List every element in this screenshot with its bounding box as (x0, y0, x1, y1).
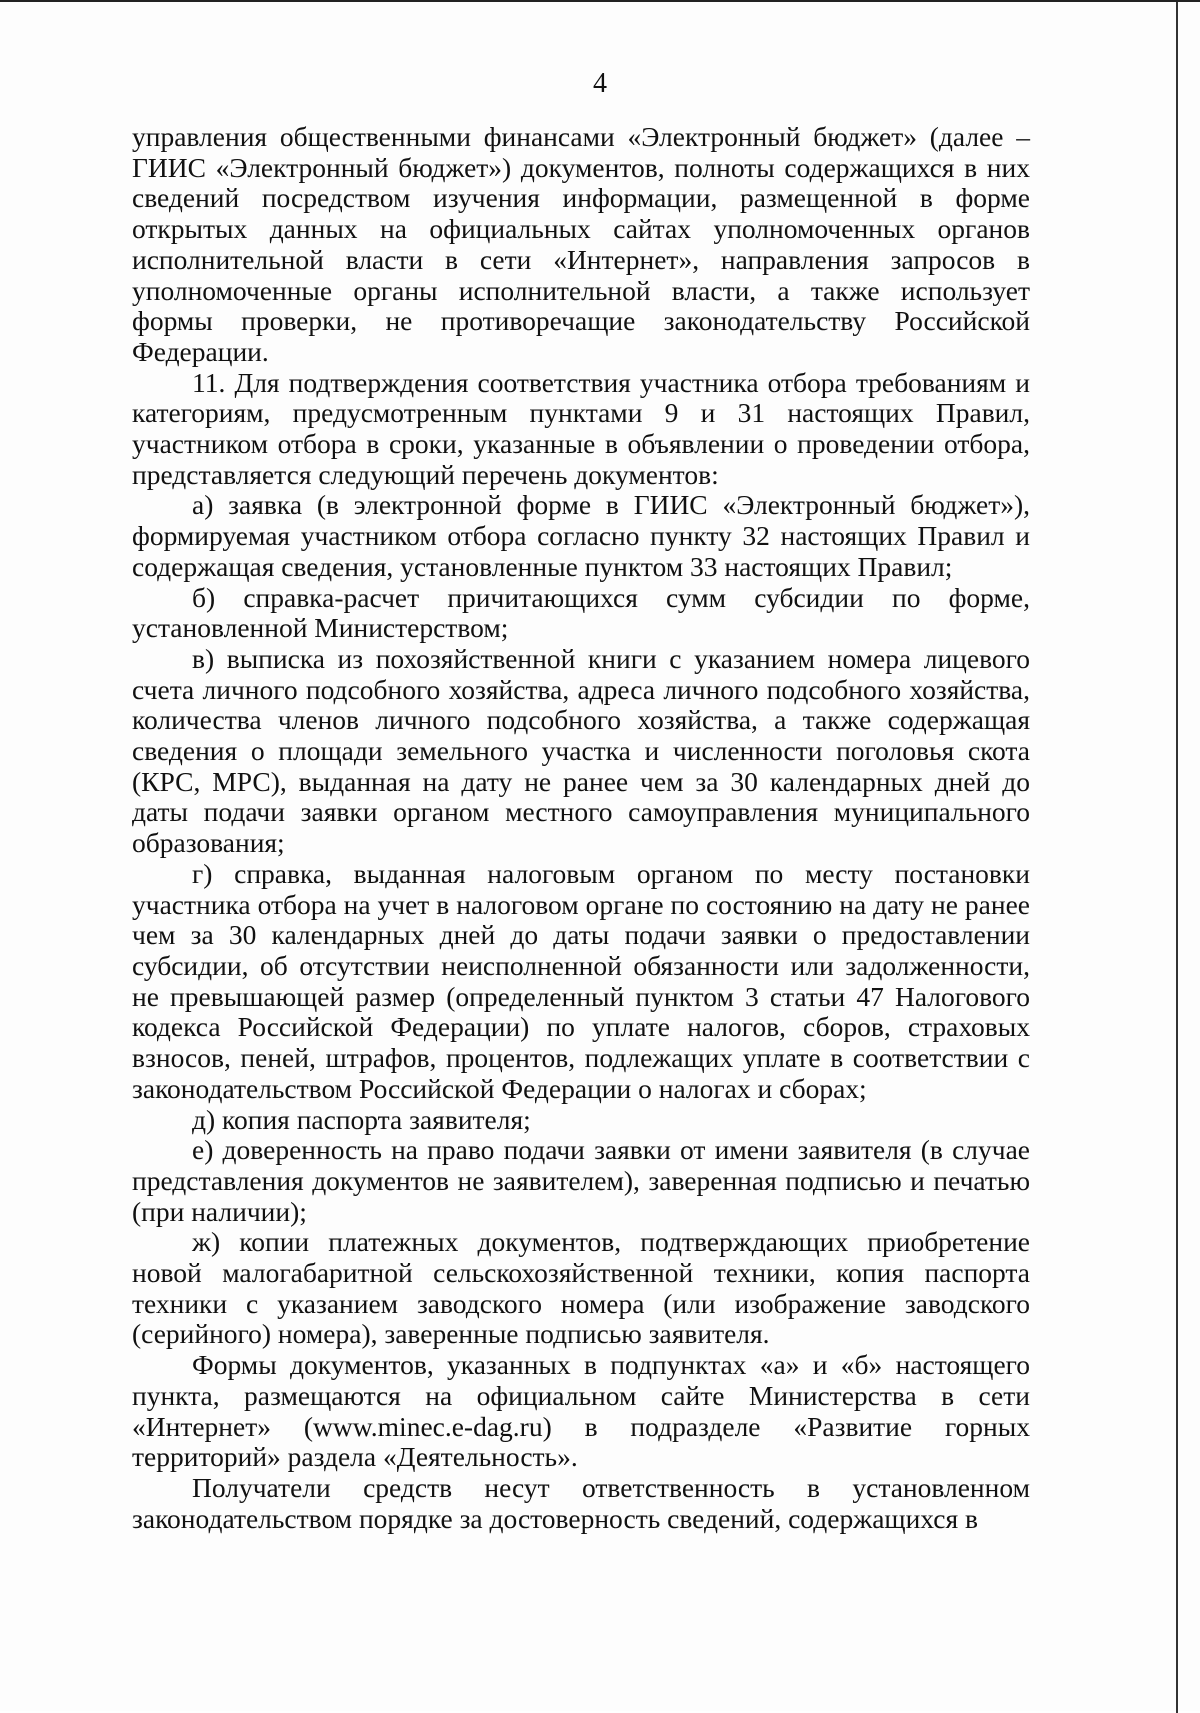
subitem-g: г) справка, выданная налоговым органом по месту постановки участника отбора на учет в налоговом органе по состоянию на дату не ранее чем за 30 календарных дней до даты подачи заявки о предоставлении субсидии, об отсутствии неисполненной обязанности или задолженности, не превышающей размер (определенный пунктом 3 статьи 47 Налогового кодекса Российской Федерации) по уплате налогов, сборов, страховых взносов, пеней, штрафов, процентов, подлежащих уплате в соответствии с законодательством Российской Федерации о налогах и сборах; (132, 857, 1030, 1104)
paragraph-forms: Формы документов, указанных в подпунктах «а» и «б» настоящего пункта, размещаются на официальном сайте Министерства в сети «Интернет» (www.minec.e-dag.ru) в подразделе «Развитие горных территорий» раздела «Деятельность». (132, 1349, 1030, 1473)
document-body (132, 122, 1030, 1534)
subitem-b: б) справка-расчет причитающихся сумм субсидии по форме, установленной Министерством; (132, 581, 1030, 644)
paragraph-1: управления общественными финансами «Электронный бюджет» (далее – ГИИС «Электронный бюджет») документов, полноты содержащихся в них сведений посредством изучения информации, размещенной в форме открытых данных на официальных сайтах уполномоченных органов исполнительной власти в сети «Интернет», направления запросов в уполномоченные органы исполнительной власти, а также использует формы проверки, не противоречащие законодательству Российской Федерации. (132, 121, 1030, 367)
subitem-v: в) выписка из похозяйственной книги с указанием номера лицевого счета личного подсобного хозяйства, адреса личного подсобного хозяйства, количества членов личного подсобного хозяйства, а также содержащая сведения о площади земельного участка и численности поголовья скота (КРС, МРС), выданная на дату не ранее чем за 30 календарных дней до даты подачи заявки органом местного самоуправления муниципального образования; (132, 642, 1030, 859)
page-edge-line (1176, 2, 1178, 1713)
paragraph-11: 11. Для подтверждения соответствия участника отбора требованиям и категориям, предусмотренным пунктами 9 и 31 настоящих Правил, участником отбора в сроки, указанные в объявлении о проведении отбора, представляется следующий перечень документов: (132, 366, 1030, 490)
subitem-zh: ж) копии платежных документов, подтверждающих приобретение новой малогабаритной сельскохозяйственной техники, копия паспорта техники с указанием заводского номера (или изображение заводского (серийного) номера), заверенные подписью заявителя. (132, 1226, 1030, 1350)
subitem-a: а) заявка (в электронной форме в ГИИС «Электронный бюджет»), формируемая участником отбора согласно пункту 32 настоящих Правил и содержащая сведения, установленные пунктом 33 настоящих Правил; (132, 489, 1030, 582)
subitem-d: д) копия паспорта заявителя; (192, 1103, 531, 1135)
paragraph-responsibility: Получатели средств несут ответственность в установленном законодательством порядке за достоверность сведений, содержащихся в (132, 1471, 1030, 1534)
subitem-e: е) доверенность на право подачи заявки от имени заявителя (в случае представления документов не заявителем), заверенная подписью и печатью (при наличии); (132, 1134, 1030, 1227)
page-number: 4 (593, 68, 607, 99)
